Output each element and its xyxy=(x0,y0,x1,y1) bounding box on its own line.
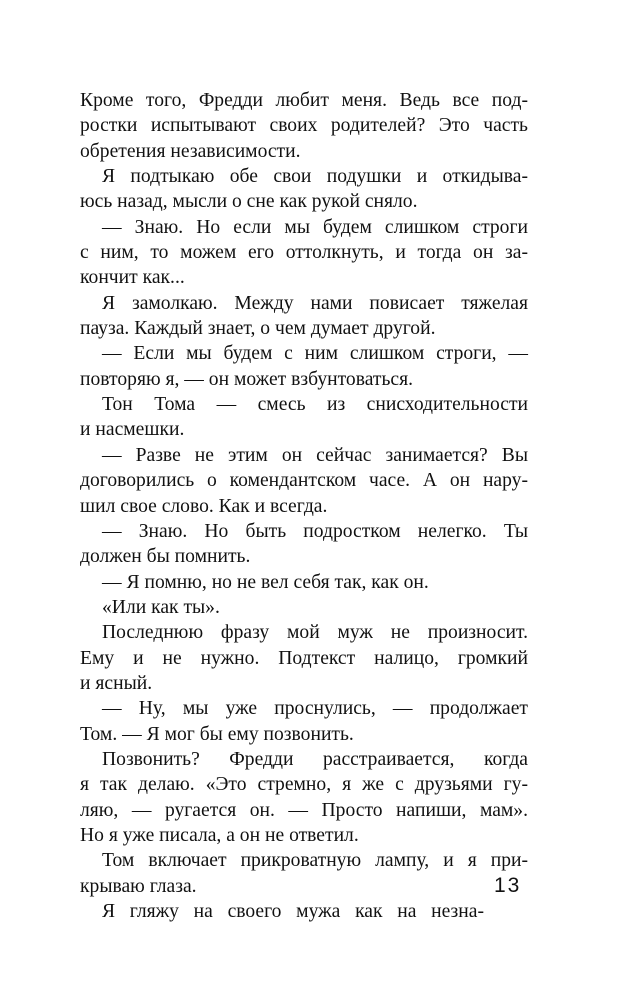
text-line: с ним, то можем его оттолкнуть, и тогда он за- xyxy=(80,242,528,264)
text-line: пауза. Каждый знает, о чем думает другой. xyxy=(80,318,436,340)
text-line: — Знаю. Но если мы будем слишком строги xyxy=(102,216,528,238)
text-line: Кроме того, Фредди любит меня. Ведь все под- xyxy=(80,90,528,111)
text-line: я так делаю. «Это стремно, я же с друзьями гу- xyxy=(80,774,528,796)
text-line: ростки испытывают своих родителей? Это часть xyxy=(80,115,528,137)
text-line: кончит как... xyxy=(80,267,185,289)
text-line: — Я помню, но не вел себя так, как он. xyxy=(102,571,429,593)
text-line: «Или как ты». xyxy=(102,596,220,618)
text-line: Тон Тома — смесь из снисходительности xyxy=(102,394,528,416)
text-line: Я гляжу на своего мужа как на незна- xyxy=(102,901,484,922)
text-line: Последнюю фразу мой муж не произносит. xyxy=(102,622,528,644)
text-line: ляю, — ругается он. — Просто напиши, мам». xyxy=(80,799,528,821)
body-text xyxy=(80,88,528,924)
text-line: Но я уже писала, а он не ответил. xyxy=(80,824,359,846)
text-line: Позвонить? Фредди расстраивается, когда xyxy=(102,748,528,770)
text-line: шил свое слово. Как и всегда. xyxy=(80,495,328,517)
text-line: Том включает прикроватную лампу, и я при- xyxy=(102,850,528,872)
text-line: обретения независимости. xyxy=(80,140,301,162)
text-line: — Разве не этим он сейчас занимается? Вы xyxy=(102,444,528,466)
text-line: — Знаю. Но быть подростком нелегко. Ты xyxy=(102,520,528,542)
text-line: крываю глаза. xyxy=(80,875,197,897)
text-line: — Если мы будем с ним слишком строги, — xyxy=(102,343,528,365)
text-line: Ему и не нужно. Подтекст налицо, громкий xyxy=(80,647,528,669)
text-line: и ясный. xyxy=(80,672,153,694)
text-line: — Ну, мы уже проснулись, — продолжает xyxy=(102,698,528,720)
text-line: договорились о комендантском часе. А он нару- xyxy=(80,470,528,492)
text-line: Том. — Я мог бы ему позвонить. xyxy=(80,723,354,745)
text-line: должен бы помнить. xyxy=(80,546,251,568)
text-line: Я замолкаю. Между нами повисает тяжелая xyxy=(102,292,528,314)
text-line: повторяю я, — он может взбунтоваться. xyxy=(80,368,414,390)
text-line: и насмешки. xyxy=(80,419,185,441)
text-line: юсь назад, мысли о сне как рукой сняло. xyxy=(80,191,418,213)
text-line: Я подтыкаю обе свои подушки и откидыва- xyxy=(102,166,528,188)
page-number: 13 xyxy=(494,874,522,897)
